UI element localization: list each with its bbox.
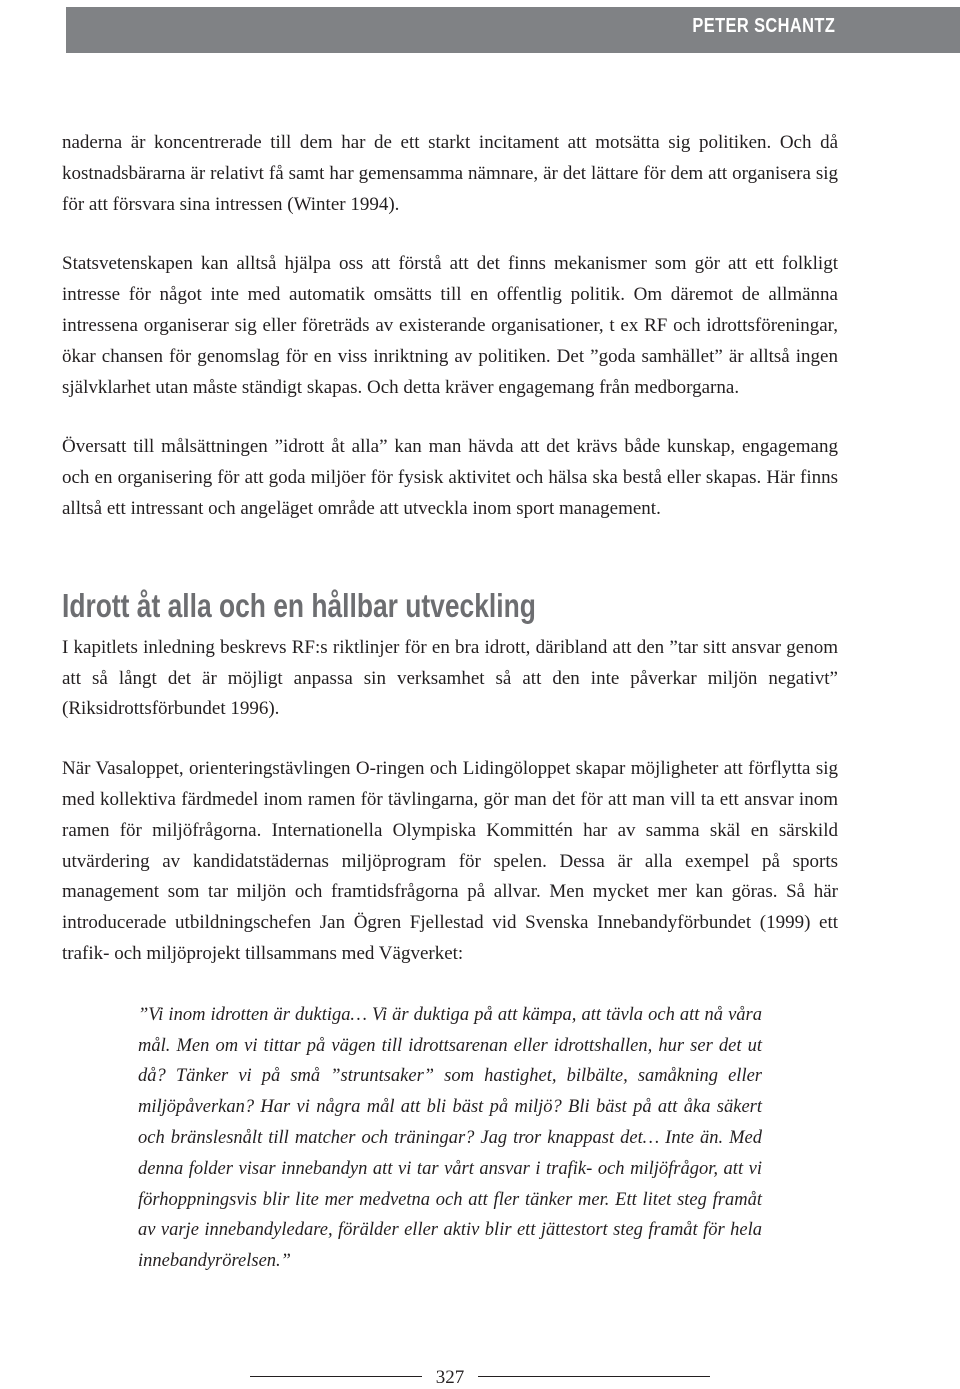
body-paragraph: naderna är koncentrerade till dem har de ett starkt incitament att motsätta sig politiken. Och då kostnadsbärarna är relativt få samt har gemensamma nämnare, är det lättare för dem att organisera sig för att försvara sina intressen (Winter 1994). (62, 132, 838, 215)
block-quote: ”Vi inom idrotten är duktiga… Vi är duktiga på att kämpa, att tävla och att nå våra mål. Men om vi tittar på vägen till idrottsarenan eller idrottshallen, hur ser det ut då? Tänker vi på små ”struntsaker” som hastighet, bilbälte, samåkning eller miljöpåverkan? Har vi några mål att bli bäst på miljö? Bli bäst på att åka säkert och bränslesnålt till matcher och träningar? Jag tror knappast det… Inte än. Med denna folder visar innebandyn att vi tar vårt ansvar i trafik- och miljöfrågor, att vi förhoppningsvis blir lite mer medvetna och att fler tänker mer. Ett litet steg framåt av varje innebandyledare, förälder eller aktiv blir ett jättestort steg framåt för hela innebandyrörelsen.” (138, 1004, 762, 1272)
page-number: 327 (435, 1367, 465, 1388)
body-paragraph: I kapitlets inledning beskrevs RF:s riktlinjer för en bra idrott, däribland att den ”tar sitt ansvar genom att så långt det är möjligt anpassa sin verksamhet så att den inte påverkar miljön negativt” (Riksidrottsförbundet 1996). (62, 636, 838, 720)
body-paragraph: När Vasaloppet, orienteringstävlingen O-ringen och Lidingöloppet skapar möjligheter att förflytta sig med kollektiva färdmedel inom ramen för tävlingarna, gör man det för att man vill ta ett ansvar inom ramen för miljöfrågorna. Internationella Olympiska Kommittén har av samma skäl en särskild utvärdering av kandidatstädernas miljöprogram för spelen. Dessa är alla exempel på sports management som tar miljön och framtidsfrågorna på allvar. Men mycket mer kan göras. Så här introducerade utbildningschefen Jan Ögren Fjellestad vid Svenska Innebandyförbundet (1999) ett trafik- och miljöprojekt tillsammans med Vägverket: (62, 758, 838, 964)
footer-rule-right (478, 1376, 710, 1377)
running-header-author: PETER SCHANTZ (692, 15, 835, 37)
body-paragraph: Statsvetenskapen kan alltså hjälpa oss att förstå att det finns mekanismer som gör att ett folkligt intresse för något inte med automatik omsätts till en offentlig politik. Om däremot de allmänna intressena organiserar sig eller företräds av existerande organisationer, t ex RF och idrottsföreningar, ökar chansen för genomslag för en viss inriktning av politiken. Det ”goda samhället” är alltså ingen självklarhet utan måste ständigt skapas. Och detta kräver engagemang från medborgarna. (62, 253, 838, 398)
section-heading: Idrott åt alla och en hållbar utveckling (62, 586, 536, 624)
footer-rule-left (250, 1376, 422, 1377)
page-content (62, 128, 838, 1277)
body-paragraph: Översatt till målsättningen ”idrott åt alla” kan man hävda att det krävs både kunskap, engagemang och en organisering för att goda miljöer för fysisk aktivitet och hälsa ska bestå eller skapas. Här finns alltså ett intressant och angeläget område att utveckla inom sport management. (62, 436, 838, 519)
